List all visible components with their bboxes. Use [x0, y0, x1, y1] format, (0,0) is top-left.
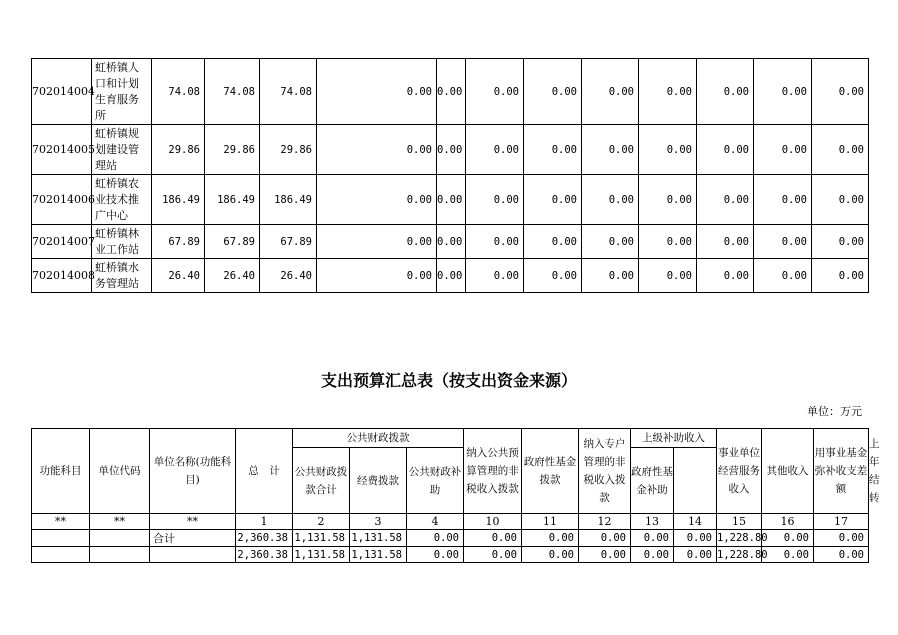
- value-cell: 0.00: [466, 125, 524, 175]
- value-cell: 26.40: [260, 259, 317, 293]
- value-cell: 0.00: [762, 530, 814, 547]
- row-label-cell: [150, 547, 236, 563]
- value-cell: 0.00: [524, 175, 582, 225]
- index-cell: 10: [464, 514, 522, 530]
- index-row: [32, 514, 869, 530]
- value-cell: 0.00: [812, 259, 869, 293]
- header-public-finance-total: 公共财政拨款合计: [293, 448, 350, 514]
- value-cell: 0.00: [524, 59, 582, 125]
- table-row: [32, 547, 869, 563]
- value-cell: 0.00: [522, 530, 579, 547]
- empty-cell: [90, 547, 150, 563]
- value-cell: 1,131.58: [293, 530, 350, 547]
- index-cell: **: [32, 514, 90, 530]
- value-cell: 0.00: [814, 530, 869, 547]
- value-cell: 186.49: [260, 175, 317, 225]
- unit-name-cell: 虹桥镇农业技术推广中心: [92, 175, 152, 225]
- header-other-income: 其他收入: [762, 429, 814, 514]
- row-label-cell: 合计: [150, 530, 236, 547]
- value-cell: 74.08: [205, 59, 260, 125]
- value-cell: 0.00: [814, 547, 869, 563]
- index-cell: 3: [350, 514, 407, 530]
- value-cell: 2,360.38: [236, 547, 293, 563]
- value-cell: 0.00: [697, 175, 754, 225]
- value-cell: 74.08: [260, 59, 317, 125]
- value-cell: 0.00: [697, 225, 754, 259]
- value-cell: 0.00: [407, 530, 464, 547]
- value-cell: 0.00: [407, 547, 464, 563]
- value-cell: 0.00: [639, 125, 697, 175]
- value-cell: 0.00: [437, 259, 466, 293]
- index-cell: 1: [236, 514, 293, 530]
- value-cell: 0.00: [317, 259, 437, 293]
- table-row: [32, 225, 869, 259]
- empty-cell: [90, 530, 150, 547]
- header-upper-subsidy: 上级补助收入: [631, 429, 717, 448]
- index-cell: 16: [762, 514, 814, 530]
- index-cell: 4: [407, 514, 464, 530]
- value-cell: 29.86: [205, 125, 260, 175]
- index-cell: 17: [814, 514, 869, 530]
- value-cell: 0.00: [639, 59, 697, 125]
- value-cell: 0.00: [317, 225, 437, 259]
- value-cell: 0.00: [674, 547, 717, 563]
- value-cell: 29.86: [260, 125, 317, 175]
- value-cell: 1,131.58: [350, 530, 407, 547]
- index-cell: 2: [293, 514, 350, 530]
- index-cell: 11: [522, 514, 579, 530]
- unit-code-cell: 702014004: [32, 59, 92, 125]
- value-cell: 1,131.58: [350, 547, 407, 563]
- value-cell: 0.00: [579, 530, 631, 547]
- index-cell: **: [150, 514, 236, 530]
- table-row: [32, 175, 869, 225]
- value-cell: 0.00: [582, 175, 639, 225]
- page-title: 支出预算汇总表（按支出资金来源）: [320, 371, 577, 390]
- value-cell: 0.00: [437, 125, 466, 175]
- value-cell: 0.00: [697, 59, 754, 125]
- value-cell: 0.00: [524, 259, 582, 293]
- value-cell: 74.08: [152, 59, 205, 125]
- index-cell: 12: [579, 514, 631, 530]
- value-cell: 0.00: [631, 547, 674, 563]
- value-cell: 67.89: [152, 225, 205, 259]
- value-cell: 0.00: [639, 175, 697, 225]
- value-cell: 0.00: [317, 175, 437, 225]
- value-cell: 0.00: [582, 259, 639, 293]
- value-cell: 29.86: [152, 125, 205, 175]
- unit-label: 单位：万元: [807, 405, 862, 418]
- value-cell: 0.00: [697, 259, 754, 293]
- value-cell: 67.89: [260, 225, 317, 259]
- value-cell: 0.00: [579, 547, 631, 563]
- value-cell: 0.00: [762, 547, 814, 563]
- table-row: [32, 125, 869, 175]
- value-cell: 26.40: [152, 259, 205, 293]
- index-cell: 14: [674, 514, 717, 530]
- header-unit-name: 单位名称(功能科目): [150, 429, 236, 514]
- summary-table: 功能科目 单位代码 单位名称(功能科目) 总 计 公共财政拨款 纳入公共预算管理的非税收入拨款 政府性基金拨款 纳入专户管理的非税收入拨款 上级补助收入 事业单位经营服务收入 其他收入 用事业基金弥补收支差额 上年结转 公共财政拨款合计 经费拨款 公共财政补助 政府性基金补助 ** ** ** 1 2 3 4 10 11 12 13 14 15 16 17 合计 2,360.38 1,131.58 1,131.58 0.00 0.00 0.00 0.00 0.00 0.00 1,228.80 0.00 0.00 2,360.38 1,131.58 1,131.58 0.00 0.00 0.00 0.00 0.00 0.00 1,228.80 0.00 0.00: [31, 428, 869, 563]
- value-cell: 0.00: [754, 125, 812, 175]
- index-cell: 15: [717, 514, 762, 530]
- value-cell: 0.00: [524, 125, 582, 175]
- value-cell: 0.00: [466, 225, 524, 259]
- value-cell: 0.00: [466, 175, 524, 225]
- empty-cell: [32, 547, 90, 563]
- value-cell: 0.00: [812, 125, 869, 175]
- table-row: [32, 259, 869, 293]
- unit-name-cell: 虹桥镇水务管理站: [92, 259, 152, 293]
- header-business-income: 事业单位经营服务收入: [717, 429, 762, 514]
- value-cell: 186.49: [152, 175, 205, 225]
- value-cell: 0.00: [466, 259, 524, 293]
- value-cell: 0.00: [754, 225, 812, 259]
- value-cell: 0.00: [464, 547, 522, 563]
- value-cell: 0.00: [582, 59, 639, 125]
- value-cell: 0.00: [754, 175, 812, 225]
- value-cell: 0.00: [582, 125, 639, 175]
- unit-name-cell: 虹桥镇人口和计划生育服务所: [92, 59, 152, 125]
- value-cell: 67.89: [205, 225, 260, 259]
- value-cell: 0.00: [754, 59, 812, 125]
- value-cell: 2,360.38: [236, 530, 293, 547]
- value-cell: 0.00: [522, 547, 579, 563]
- value-cell: 0.00: [437, 175, 466, 225]
- unit-name-cell: 虹桥镇林业工作站: [92, 225, 152, 259]
- value-cell: 0.00: [466, 59, 524, 125]
- header-nontax-in-budget: 纳入公共预算管理的非税收入拨款: [464, 429, 522, 514]
- value-cell: 0.00: [639, 259, 697, 293]
- header-public-finance: 公共财政拨款: [293, 429, 464, 448]
- value-cell: 0.00: [697, 125, 754, 175]
- value-cell: 0.00: [437, 59, 466, 125]
- value-cell: 0.00: [437, 225, 466, 259]
- value-cell: 0.00: [631, 530, 674, 547]
- value-cell: 0.00: [812, 175, 869, 225]
- header-nontax-special: 纳入专户管理的非税收入拨款: [579, 429, 631, 514]
- table-row: [32, 59, 869, 125]
- value-cell: 1,131.58: [293, 547, 350, 563]
- value-cell: 1,228.80: [717, 530, 762, 547]
- unit-name-cell: 虹桥镇规划建设管理站: [92, 125, 152, 175]
- header-gov-fund-subsidy: 政府性基金补助: [631, 448, 674, 514]
- value-cell: 0.00: [464, 530, 522, 547]
- value-cell: 186.49: [205, 175, 260, 225]
- unit-code-cell: 702014008: [32, 259, 92, 293]
- header-total: 总 计: [236, 429, 293, 514]
- header-unit-code: 单位代码: [90, 429, 150, 514]
- value-cell: 0.00: [582, 225, 639, 259]
- value-cell: 0.00: [317, 59, 437, 125]
- header-balance-fund: 用事业基金弥补收支差额: [814, 429, 869, 514]
- header-func-subject: 功能科目: [32, 429, 90, 514]
- empty-cell: [32, 530, 90, 547]
- index-cell: **: [90, 514, 150, 530]
- value-cell: 0.00: [317, 125, 437, 175]
- header-expense-alloc: 经费拨款: [350, 448, 407, 514]
- value-cell: 0.00: [812, 225, 869, 259]
- top-table: [31, 58, 869, 293]
- value-cell: 0.00: [812, 59, 869, 125]
- value-cell: 26.40: [205, 259, 260, 293]
- header-public-subsidy: 公共财政补助: [407, 448, 464, 514]
- value-cell: 0.00: [754, 259, 812, 293]
- value-cell: 0.00: [524, 225, 582, 259]
- index-cell: 13: [631, 514, 674, 530]
- value-cell: 1,228.80: [717, 548, 768, 561]
- table-row: [32, 530, 869, 547]
- header-gov-fund: 政府性基金拨款: [522, 429, 579, 514]
- unit-code-cell: 702014005: [32, 125, 92, 175]
- value-cell: 0.00: [639, 225, 697, 259]
- unit-code-cell: 702014007: [32, 225, 92, 259]
- value-cell: 0.00: [674, 530, 717, 547]
- unit-code-cell: 702014006: [32, 175, 92, 225]
